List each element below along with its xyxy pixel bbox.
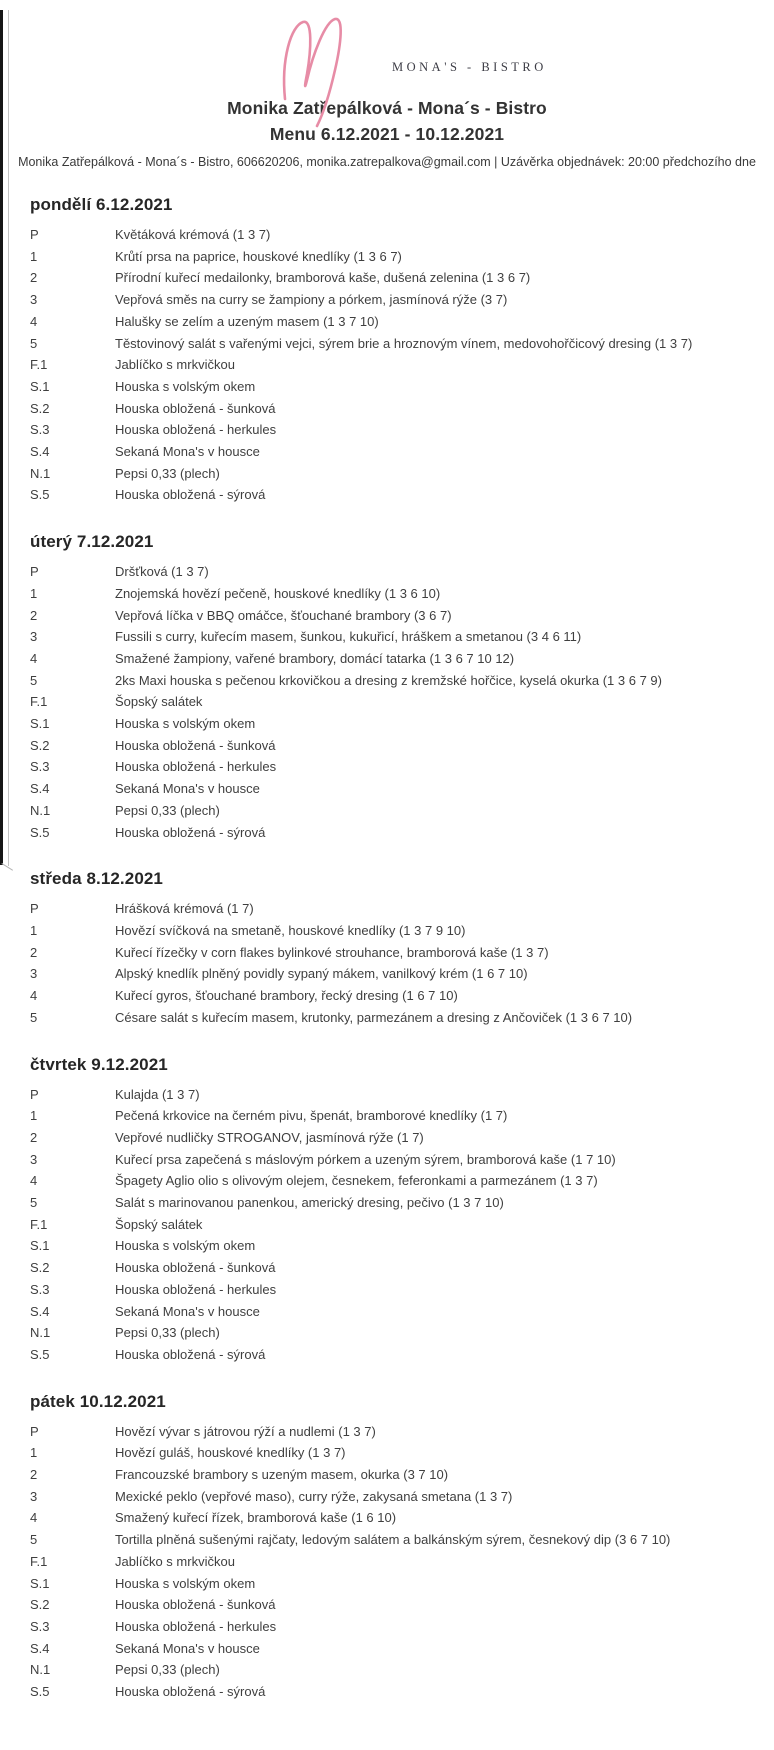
- menu-item-text: Vepřové nudličky STROGANOV, jasmínová rýže (1 7): [115, 1129, 424, 1145]
- menu-item-row: [30, 648, 774, 670]
- day-heading: středa 8.12.2021: [30, 869, 163, 889]
- page-title: Monika Zatřepálková - Mona´s - Bistro: [227, 98, 547, 118]
- menu-item-code: S.5: [30, 1346, 50, 1362]
- menu-item-row: [30, 1421, 774, 1443]
- menu-item-text: Mexické peklo (vepřové maso), curry rýže, zakysaná smetana (1 3 7): [115, 1488, 513, 1504]
- menu-item-row: [30, 419, 774, 441]
- menu-item-text: Pepsi 0,33 (plech): [115, 802, 220, 818]
- day-section: [30, 869, 774, 1028]
- menu-item-row: [30, 1344, 774, 1366]
- menu-item-text: Těstovinový salát s vařenými vejci, sýrem brie a hroznovým vínem, medovohořčicový dresing (1 3 7): [115, 335, 693, 351]
- menu-item-code: 2: [30, 944, 38, 960]
- menu-item-row: [30, 1507, 774, 1529]
- menu-item-code: 3: [30, 292, 38, 308]
- menu-item-text: Sekaná Mona's v housce: [115, 1303, 260, 1319]
- menu-item-code: 2: [30, 1129, 38, 1145]
- day-heading: pondělí 6.12.2021: [30, 195, 173, 214]
- menu-item-code: 4: [30, 1510, 38, 1526]
- menu-item-code: F.1: [30, 694, 48, 710]
- menu-item-text: Vepřová směs na curry se žampiony a pórkem, jasmínová rýže (3 7): [115, 292, 508, 308]
- menu-item-text: Přírodní kuřecí medailonky, bramborová kaše, dušená zelenina (1 3 6 7): [115, 270, 531, 286]
- menu-item-code: 2: [30, 270, 38, 286]
- menu-item-text: Houska s volským okem: [115, 378, 256, 394]
- menu-item-text: Francouzské brambory s uzeným masem, okurka (3 7 10): [115, 1467, 449, 1483]
- menu-item-row: [30, 670, 774, 692]
- menu-item-code: S.1: [30, 1238, 50, 1254]
- menu-item-row: [30, 800, 774, 822]
- menu-item-text: Šopský salátek: [115, 1216, 203, 1232]
- menu-item-row: [30, 691, 774, 713]
- menu-item-code: S.4: [30, 444, 50, 460]
- menu-item-text: Pepsi 0,33 (plech): [115, 1325, 220, 1341]
- menu-item-row: [30, 1442, 774, 1464]
- menu-item-code: 4: [30, 1173, 38, 1189]
- menu-item-text: Smažený kuřecí řízek, bramborová kaše (1 6 10): [115, 1510, 397, 1526]
- menu-item-row: [30, 626, 774, 648]
- menu-item-text: Houska obložená - herkules: [115, 422, 277, 438]
- day-items: [30, 224, 774, 506]
- menu-days: [0, 195, 774, 1703]
- menu-item-code: P: [30, 564, 39, 580]
- menu-item-row: [30, 267, 774, 289]
- menu-header: [0, 10, 774, 169]
- day-heading: čtvrtek 9.12.2021: [30, 1054, 168, 1074]
- menu-item-row: [30, 583, 774, 605]
- menu-item-code: S.2: [30, 737, 50, 753]
- menu-item-code: P: [30, 901, 39, 917]
- menu-item-text: Květáková krémová (1 3 7): [115, 227, 271, 242]
- menu-item-row: [30, 713, 774, 735]
- menu-item-code: S.5: [30, 1684, 50, 1700]
- menu-item-text: Houska obložená - sýrová: [115, 487, 266, 503]
- menu-item-code: 1: [30, 922, 38, 938]
- menu-item-code: S.3: [30, 1281, 50, 1297]
- menu-item-text: Houska obložená - herkules: [115, 1281, 277, 1297]
- menu-item-row: [30, 963, 774, 985]
- menu-item-code: S.5: [30, 824, 50, 840]
- menu-item-code: 5: [30, 672, 38, 688]
- menu-item-code: S.5: [30, 487, 50, 503]
- menu-item-row: [30, 822, 774, 844]
- menu-item-text: Špagety Aglio olio s olivovým olejem, česnekem, feferonkami a parmezánem (1 3 7): [115, 1173, 598, 1189]
- menu-item-text: Pepsi 0,33 (plech): [115, 1662, 220, 1678]
- menu-item-row: [30, 354, 774, 376]
- menu-item-row: [30, 1084, 774, 1106]
- menu-date-range: Menu 6.12.2021 - 10.12.2021: [269, 124, 505, 144]
- day-items: [30, 1084, 774, 1366]
- menu-item-text: Pečená krkovice na černém pivu, špenát, bramborové knedlíky (1 7): [115, 1108, 508, 1124]
- menu-item-row: [30, 756, 774, 778]
- menu-item-text: Houska obložená - šunková: [115, 1597, 276, 1613]
- menu-item-code: N.1: [30, 802, 51, 818]
- menu-item-text: Kuřecí prsa zapečená s máslovým pórkem a uzeným sýrem, bramborová kaše (1 7 10): [115, 1151, 616, 1167]
- menu-item-text: Houska obložená - herkules: [115, 759, 277, 775]
- day-heading: pátek 10.12.2021: [30, 1391, 166, 1411]
- menu-item-text: Sekaná Mona's v housce: [115, 1640, 260, 1656]
- menu-item-row: [30, 1681, 774, 1703]
- menu-item-row: [30, 224, 774, 246]
- menu-item-row: [30, 1616, 774, 1638]
- menu-item-text: 2ks Maxi houska s pečenou krkovičkou a dresing z kremžské hořčice, kyselá okurka (1 3 6 7 9): [115, 672, 662, 688]
- menu-item-row: [30, 376, 774, 398]
- menu-item-text: Halušky se zelím a uzeným masem (1 3 7 10): [115, 313, 379, 329]
- menu-item-code: S.4: [30, 781, 50, 797]
- menu-item-text: Sekaná Mona's v housce: [115, 781, 260, 797]
- menu-item-code: 3: [30, 966, 38, 982]
- menu-item-row: [30, 985, 774, 1007]
- menu-item-code: S.3: [30, 422, 50, 438]
- menu-item-code: 1: [30, 248, 38, 264]
- menu-item-code: 4: [30, 988, 38, 1004]
- menu-item-code: 2: [30, 1467, 38, 1483]
- menu-item-text: Césare salát s kuřecím masem, krutonky, parmezánem a dresing z Ančoviček (1 3 6 7 10): [115, 1009, 633, 1025]
- menu-item-row: [30, 778, 774, 800]
- menu-item-text: Smažené žampiony, vařené brambory, domácí tatarka (1 3 6 7 10 12): [115, 650, 515, 666]
- menu-item-text: Houska obložená - šunková: [115, 1260, 276, 1276]
- menu-item-code: 5: [30, 1532, 38, 1548]
- menu-item-row: [30, 1322, 774, 1344]
- menu-item-row: [30, 463, 774, 485]
- menu-item-code: S.4: [30, 1303, 50, 1319]
- menu-item-text: Houska obložená - sýrová: [115, 1346, 266, 1362]
- menu-item-text: Šopský salátek: [115, 694, 203, 710]
- menu-item-text: Pepsi 0,33 (plech): [115, 465, 220, 481]
- left-edge-line: [0, 10, 3, 865]
- menu-item-text: Hrášková krémová (1 7): [115, 901, 254, 917]
- menu-item-row: [30, 1105, 774, 1127]
- menu-item-code: 1: [30, 1108, 38, 1124]
- menu-item-row: [30, 1551, 774, 1573]
- menu-item-row: [30, 311, 774, 333]
- menu-item-row: [30, 735, 774, 757]
- day-items: [30, 898, 774, 1028]
- menu-item-code: F.1: [30, 1553, 48, 1569]
- menu-item-code: 2: [30, 607, 38, 623]
- menu-item-code: N.1: [30, 465, 51, 481]
- menu-item-code: 5: [30, 1009, 38, 1025]
- menu-item-text: Hovězí svíčková na smetaně, houskové knedlíky (1 3 7 9 10): [115, 922, 466, 938]
- menu-item-text: Houska obložená - sýrová: [115, 824, 266, 840]
- contact-info-line: Monika Zatřepálková - Mona´s - Bistro, 606620206, monika.zatrepalkova@gmail.com | Uzávěrka objednávek: 20:00 předchozího dne: [18, 155, 756, 169]
- menu-item-code: 5: [30, 1195, 38, 1211]
- menu-item-code: 1: [30, 585, 38, 601]
- menu-item-code: 3: [30, 1488, 38, 1504]
- menu-item-text: Houska s volským okem: [115, 1238, 256, 1254]
- menu-item-code: 4: [30, 650, 38, 666]
- menu-item-text: Houska obložená - šunková: [115, 400, 276, 416]
- menu-item-code: 4: [30, 313, 38, 329]
- menu-item-code: P: [30, 1423, 39, 1439]
- menu-item-code: S.1: [30, 716, 50, 732]
- menu-item-code: 1: [30, 1445, 38, 1461]
- menu-item-code: 3: [30, 1151, 38, 1167]
- menu-item-code: S.3: [30, 1618, 50, 1634]
- menu-item-text: Jablíčko s mrkvičkou: [115, 357, 235, 373]
- left-border-line: [8, 10, 9, 866]
- menu-item-row: [30, 484, 774, 506]
- menu-item-row: [30, 1529, 774, 1551]
- menu-item-row: [30, 1235, 774, 1257]
- menu-item-row: [30, 398, 774, 420]
- menu-item-code: P: [30, 1086, 39, 1102]
- day-section: [30, 1392, 774, 1703]
- menu-item-code: S.1: [30, 378, 50, 394]
- day-heading: úterý 7.12.2021: [30, 532, 154, 552]
- menu-item-row: [30, 246, 774, 268]
- menu-item-text: Houska obložená - sýrová: [115, 1684, 266, 1700]
- menu-item-row: [30, 1007, 774, 1029]
- menu-item-row: [30, 1214, 774, 1236]
- day-section: [30, 195, 774, 506]
- menu-item-row: [30, 1301, 774, 1323]
- day-section: [30, 1055, 774, 1366]
- menu-item-row: [30, 441, 774, 463]
- menu-item-text: Znojemská hovězí pečeně, houskové knedlíky (1 3 6 10): [115, 585, 441, 601]
- menu-item-row: [30, 898, 774, 920]
- menu-item-code: 3: [30, 629, 38, 645]
- menu-item-row: [30, 1638, 774, 1660]
- menu-item-text: Alpský knedlík plněný povidly sypaný mákem, vanilkový krém (1 6 7 10): [115, 966, 528, 982]
- logo-brand-text: MONA'S - BISTRO: [392, 60, 547, 74]
- menu-item-code: F.1: [30, 357, 48, 373]
- menu-item-row: [30, 333, 774, 355]
- menu-item-row: [30, 1170, 774, 1192]
- day-section: [30, 532, 774, 843]
- logo-monogram-m-icon: [276, 13, 358, 131]
- menu-item-row: [30, 1279, 774, 1301]
- menu-item-text: Kulajda (1 3 7): [115, 1086, 200, 1102]
- menu-item-code: S.4: [30, 1640, 50, 1656]
- menu-item-text: Krůtí prsa na paprice, houskové knedlíky (1 3 6 7): [115, 248, 402, 264]
- logo: [0, 10, 774, 98]
- menu-item-text: Houska s volským okem: [115, 716, 256, 732]
- menu-item-code: S.2: [30, 400, 50, 416]
- menu-item-code: 5: [30, 335, 38, 351]
- menu-item-code: S.2: [30, 1597, 50, 1613]
- menu-item-text: Fussili s curry, kuřecím masem, šunkou, kukuřicí, hráškem a smetanou (3 4 6 11): [115, 629, 582, 645]
- menu-item-text: Vepřová líčka v BBQ omáčce, šťouchané brambory (3 6 7): [115, 607, 452, 623]
- menu-item-code: S.1: [30, 1575, 50, 1591]
- menu-item-row: [30, 1573, 774, 1595]
- menu-item-text: Dršťková (1 3 7): [115, 564, 209, 580]
- menu-item-row: [30, 920, 774, 942]
- menu-item-row: [30, 942, 774, 964]
- menu-item-row: [30, 1257, 774, 1279]
- menu-item-text: Houska s volským okem: [115, 1575, 256, 1591]
- menu-item-text: Jablíčko s mrkvičkou: [115, 1553, 235, 1569]
- menu-item-code: P: [30, 227, 39, 242]
- menu-item-text: Kuřecí řízečky v corn flakes bylinkové strouhance, bramborová kaše (1 3 7): [115, 944, 549, 960]
- menu-item-row: [30, 1127, 774, 1149]
- menu-item-row: [30, 1192, 774, 1214]
- menu-item-text: Tortilla plněná sušenými rajčaty, ledovým salátem a balkánským sýrem, česnekový dip (3 6 7 10): [115, 1532, 671, 1548]
- menu-item-code: S.3: [30, 759, 50, 775]
- menu-item-row: [30, 1594, 774, 1616]
- menu-item-row: [30, 1486, 774, 1508]
- menu-item-row: [30, 1659, 774, 1681]
- menu-item-row: [30, 605, 774, 627]
- menu-item-text: Salát s marinovanou panenkou, americký dresing, pečivo (1 3 7 10): [115, 1195, 504, 1211]
- day-items: [30, 561, 774, 843]
- menu-item-text: Houska obložená - šunková: [115, 737, 276, 753]
- menu-item-text: Hovězí vývar s játrovou rýží a nudlemi (1 3 7): [115, 1423, 376, 1439]
- menu-item-code: N.1: [30, 1662, 51, 1678]
- menu-item-row: [30, 1149, 774, 1171]
- menu-item-text: Hovězí guláš, houskové knedlíky (1 3 7): [115, 1445, 346, 1461]
- day-items: [30, 1421, 774, 1703]
- menu-item-text: Sekaná Mona's v housce: [115, 444, 260, 460]
- menu-item-code: F.1: [30, 1216, 48, 1232]
- menu-item-code: N.1: [30, 1325, 51, 1341]
- menu-item-text: Kuřecí gyros, šťouchané brambory, řecký dresing (1 6 7 10): [115, 988, 458, 1004]
- menu-item-text: Houska obložená - herkules: [115, 1618, 277, 1634]
- menu-item-row: [30, 1464, 774, 1486]
- menu-item-code: S.2: [30, 1260, 50, 1276]
- menu-item-row: [30, 561, 774, 583]
- menu-item-row: [30, 289, 774, 311]
